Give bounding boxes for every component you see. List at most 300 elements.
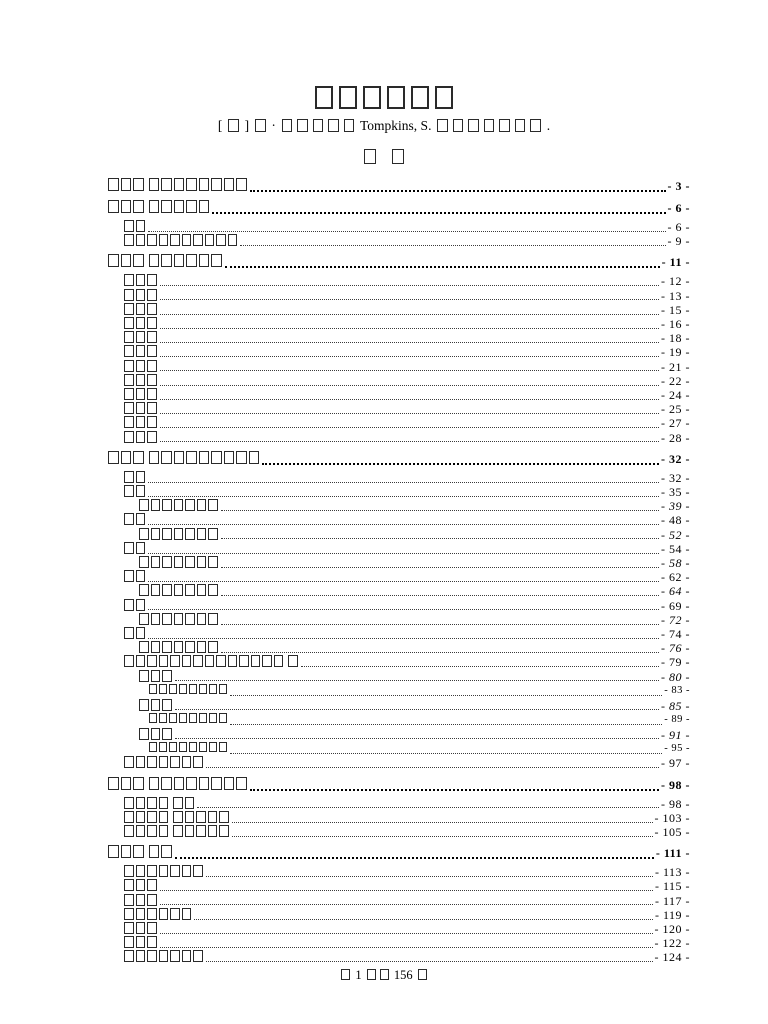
tofu-box xyxy=(124,303,134,315)
toc-page-number: - 3 - xyxy=(667,179,690,193)
tofu-box xyxy=(159,865,169,877)
tofu-box xyxy=(186,451,197,464)
tofu-box xyxy=(124,360,134,372)
toc-entry-label xyxy=(123,513,146,527)
tofu-box xyxy=(208,613,218,625)
tofu-box xyxy=(453,119,464,132)
dot-leader xyxy=(160,933,653,934)
toc-entry-label xyxy=(138,699,173,713)
toc-entry-label xyxy=(123,936,158,950)
tofu-box xyxy=(149,451,160,464)
tofu-box xyxy=(199,742,207,753)
tofu-box xyxy=(208,556,218,568)
tofu-box xyxy=(159,742,167,753)
dot-leader xyxy=(221,567,660,568)
toc-entry[interactable] xyxy=(107,641,690,655)
toc-entry[interactable] xyxy=(107,865,690,879)
toc-entry[interactable] xyxy=(107,178,690,194)
tofu-box xyxy=(186,200,197,213)
dot-leader xyxy=(160,413,660,414)
tofu-box xyxy=(147,331,157,343)
tofu-box xyxy=(224,451,235,464)
tofu-box xyxy=(124,599,134,611)
tofu-box xyxy=(170,950,180,962)
tofu-box xyxy=(147,894,157,906)
tofu-box xyxy=(124,570,134,582)
toc-page-number: - 12 - xyxy=(661,274,690,289)
tofu-box xyxy=(219,713,227,724)
tofu-box xyxy=(387,86,405,109)
toc-entry[interactable] xyxy=(107,950,690,964)
tofu-box xyxy=(147,825,157,837)
tofu-box xyxy=(179,684,187,695)
toc-entry[interactable] xyxy=(107,451,690,467)
tofu-box xyxy=(108,254,119,267)
tofu-box xyxy=(228,234,238,246)
tofu-box xyxy=(136,471,146,483)
tofu-box xyxy=(193,865,203,877)
dot-leader xyxy=(148,581,659,582)
tofu-box xyxy=(208,528,218,540)
tofu-box xyxy=(136,879,146,891)
tofu-box xyxy=(313,119,324,132)
tofu-box xyxy=(174,254,185,267)
tofu-box xyxy=(147,303,157,315)
dot-leader xyxy=(160,441,660,442)
tofu-box xyxy=(147,374,157,386)
dot-leader xyxy=(232,836,653,837)
toc-entry-label xyxy=(123,402,158,416)
toc-page-number: - 91 - xyxy=(661,727,690,742)
toc-page-number: - 76 - xyxy=(661,641,690,656)
tofu-box xyxy=(151,699,161,711)
dot-leader xyxy=(230,724,662,725)
toc-entry-label xyxy=(123,894,158,908)
dot-leader xyxy=(160,356,660,357)
tofu-box xyxy=(193,655,203,667)
tofu-box xyxy=(147,879,157,891)
toc-entry[interactable] xyxy=(107,728,690,742)
dot-leader xyxy=(212,212,666,214)
tofu-box xyxy=(124,388,134,400)
tofu-box xyxy=(170,908,180,920)
tofu-box xyxy=(124,289,134,301)
tofu-box xyxy=(162,584,172,596)
tofu-box xyxy=(211,451,222,464)
tofu-box xyxy=(151,728,161,740)
toc-entry-label xyxy=(123,599,146,613)
toc-entry[interactable] xyxy=(107,303,690,317)
tofu-box xyxy=(136,331,146,343)
dot-leader xyxy=(175,709,660,710)
tofu-box xyxy=(133,254,144,267)
toc-entry[interactable] xyxy=(107,345,690,359)
tofu-box xyxy=(136,220,146,232)
toc-entry[interactable] xyxy=(107,360,690,374)
tofu-box xyxy=(499,119,510,132)
tofu-box xyxy=(437,119,448,132)
tofu-box xyxy=(149,254,160,267)
tofu-box xyxy=(136,303,146,315)
tofu-box xyxy=(208,811,218,823)
tofu-box xyxy=(339,86,357,109)
toc-entry[interactable] xyxy=(107,699,690,713)
tofu-box xyxy=(151,584,161,596)
toc-entry-label xyxy=(148,713,228,728)
tofu-box xyxy=(159,825,169,837)
toc-page-number: - 122 - xyxy=(654,936,690,951)
tofu-box xyxy=(341,969,350,981)
document-title xyxy=(0,86,768,112)
tofu-box xyxy=(136,234,146,246)
tofu-box xyxy=(121,200,132,213)
toc-entry[interactable] xyxy=(107,528,690,542)
tofu-box xyxy=(136,599,146,611)
tofu-box xyxy=(530,119,541,132)
tofu-box xyxy=(136,402,146,414)
dot-leader xyxy=(160,890,653,891)
toc-entry-label xyxy=(123,950,204,964)
toc-entry-label xyxy=(123,303,158,317)
tofu-box xyxy=(149,684,157,695)
tofu-box xyxy=(173,797,183,809)
document-author-line: [ ] · Tompkins, S. . xyxy=(217,118,551,133)
toc-page-number: - 95 - xyxy=(664,743,690,755)
dot-leader xyxy=(148,482,659,483)
toc-page-number: - 32 - xyxy=(661,470,690,485)
dot-leader xyxy=(160,370,660,371)
tofu-box xyxy=(147,756,157,768)
dot-leader xyxy=(175,738,660,739)
toc-entry-label xyxy=(138,528,219,542)
toc-entry-label xyxy=(123,825,230,839)
tofu-box xyxy=(182,950,192,962)
tofu-box xyxy=(121,845,132,858)
dot-leader xyxy=(221,538,660,539)
tofu-box xyxy=(344,119,355,132)
tofu-box xyxy=(139,699,149,711)
toc-page-number: - 39 - xyxy=(661,499,690,514)
tofu-box xyxy=(124,865,134,877)
tofu-box xyxy=(185,641,195,653)
toc-page-number: - 54 - xyxy=(661,541,690,556)
tofu-box xyxy=(124,542,134,554)
toc-entry-label xyxy=(123,345,158,359)
tofu-box xyxy=(149,777,160,790)
toc-entry-label xyxy=(148,684,228,699)
toc-page-number: - 19 - xyxy=(661,345,690,360)
tofu-box xyxy=(219,742,227,753)
tofu-box xyxy=(108,200,119,213)
tofu-box xyxy=(147,922,157,934)
toc-entry[interactable] xyxy=(107,825,690,839)
tofu-box xyxy=(169,684,177,695)
tofu-box xyxy=(124,908,134,920)
tofu-box xyxy=(162,499,172,511)
dot-leader xyxy=(160,285,660,286)
tofu-box xyxy=(136,360,146,372)
tofu-box xyxy=(124,220,134,232)
dot-leader xyxy=(221,652,660,653)
dot-leader xyxy=(206,876,653,877)
tofu-box xyxy=(147,388,157,400)
toc-entry-label xyxy=(123,570,146,584)
tofu-box xyxy=(199,200,210,213)
tofu-box xyxy=(151,528,161,540)
toc-page-number: - 24 - xyxy=(661,388,690,403)
dot-leader xyxy=(148,524,659,525)
tofu-box xyxy=(161,254,172,267)
tofu-box xyxy=(136,345,146,357)
tofu-box xyxy=(216,234,226,246)
tofu-box xyxy=(255,119,266,132)
tofu-box xyxy=(161,451,172,464)
tofu-box xyxy=(219,825,229,837)
tofu-box xyxy=(219,811,229,823)
toc-entry-label xyxy=(138,584,219,598)
tofu-box xyxy=(468,119,479,132)
toc-entry[interactable] xyxy=(107,584,690,598)
tofu-box xyxy=(136,797,146,809)
tofu-box xyxy=(185,825,195,837)
toc-page-number: - 52 - xyxy=(661,527,690,542)
tofu-box xyxy=(124,345,134,357)
toc-page-number: - 64 - xyxy=(661,584,690,599)
toc-entry[interactable] xyxy=(107,220,690,234)
tofu-box xyxy=(124,374,134,386)
toc-entry[interactable] xyxy=(107,431,690,445)
tofu-box xyxy=(124,234,134,246)
toc-entry-label xyxy=(123,811,230,825)
toc-entry[interactable] xyxy=(107,684,690,699)
tofu-box xyxy=(197,499,207,511)
tofu-box xyxy=(147,797,157,809)
toc-entry-label xyxy=(123,388,158,402)
tofu-box xyxy=(251,655,261,667)
tofu-box xyxy=(124,274,134,286)
tofu-box xyxy=(136,825,146,837)
toc-page-number: - 58 - xyxy=(661,556,690,571)
tofu-box xyxy=(159,950,169,962)
tofu-box xyxy=(124,431,134,443)
tofu-box xyxy=(216,655,226,667)
toc-entry[interactable] xyxy=(107,254,690,270)
tofu-box xyxy=(209,713,217,724)
tofu-box xyxy=(161,845,172,858)
tofu-box xyxy=(121,451,132,464)
toc-page-number: - 74 - xyxy=(661,627,690,642)
tofu-box xyxy=(208,584,218,596)
tofu-box xyxy=(208,641,218,653)
tofu-box xyxy=(139,556,149,568)
tofu-box xyxy=(189,684,197,695)
dot-leader xyxy=(148,609,659,610)
tofu-box xyxy=(136,655,146,667)
toc-entry-label xyxy=(123,360,158,374)
tofu-box xyxy=(136,922,146,934)
tofu-box xyxy=(211,777,222,790)
toc-page-number: - 120 - xyxy=(654,922,690,937)
toc-entry-label xyxy=(123,879,158,893)
toc-page-number: - 119 - xyxy=(654,907,690,922)
tofu-box xyxy=(124,797,134,809)
tofu-box xyxy=(136,513,146,525)
toc-entry[interactable] xyxy=(107,936,690,950)
toc-entry[interactable] xyxy=(107,655,690,669)
toc-entry[interactable] xyxy=(107,374,690,388)
toc-page-number: - 117 - xyxy=(654,893,690,908)
tofu-box xyxy=(124,402,134,414)
toc-entry[interactable] xyxy=(107,416,690,430)
dot-leader xyxy=(206,961,653,962)
toc-entry[interactable] xyxy=(107,200,690,216)
tofu-box xyxy=(147,655,157,667)
tofu-box xyxy=(139,499,149,511)
tofu-box xyxy=(136,936,146,948)
toc-entry-label xyxy=(107,845,173,861)
tofu-box xyxy=(205,234,215,246)
tofu-box xyxy=(209,742,217,753)
toc-page-number: - 25 - xyxy=(661,402,690,417)
toc-entry-label xyxy=(123,234,238,248)
toc-entry-label xyxy=(148,742,228,757)
toc-entry[interactable] xyxy=(107,499,690,513)
tofu-box xyxy=(139,670,149,682)
dot-leader xyxy=(160,342,660,343)
tofu-box xyxy=(133,451,144,464)
toc-page-number: - 111 - xyxy=(655,846,690,861)
toc-entry[interactable] xyxy=(107,908,690,922)
tofu-box xyxy=(182,234,192,246)
toc-entry[interactable] xyxy=(107,811,690,825)
toc-entry[interactable] xyxy=(107,879,690,893)
tofu-box xyxy=(162,641,172,653)
tofu-box xyxy=(124,317,134,329)
toc-entry[interactable] xyxy=(107,331,690,345)
toc-entry-label xyxy=(107,254,223,270)
tofu-box xyxy=(121,254,132,267)
toc-page-number: - 105 - xyxy=(654,825,690,840)
toc-page-number: - 115 - xyxy=(654,879,690,894)
tofu-box xyxy=(236,451,247,464)
toc-page-number: - 98 - xyxy=(661,796,690,811)
tofu-box xyxy=(159,811,169,823)
toc-entry[interactable] xyxy=(107,894,690,908)
toc-entry[interactable] xyxy=(107,777,690,793)
toc-entry-label xyxy=(123,317,158,331)
tofu-box xyxy=(136,950,146,962)
tofu-box xyxy=(411,86,429,109)
dot-leader xyxy=(230,753,662,754)
toc-entry[interactable] xyxy=(107,317,690,331)
tofu-box xyxy=(170,756,180,768)
toc-entry[interactable] xyxy=(107,627,690,641)
document-header xyxy=(0,0,768,169)
tofu-box xyxy=(133,200,144,213)
toc-entry[interactable] xyxy=(107,556,690,570)
dot-leader xyxy=(160,314,660,315)
tofu-box xyxy=(193,234,203,246)
tofu-box xyxy=(136,388,146,400)
toc-page-number: - 13 - xyxy=(661,288,690,303)
toc-entry[interactable] xyxy=(107,713,690,728)
tofu-box xyxy=(189,713,197,724)
dot-leader xyxy=(232,822,653,823)
toc-page-number: - 89 - xyxy=(664,714,690,726)
tofu-box xyxy=(186,777,197,790)
toc-entry[interactable] xyxy=(107,670,690,684)
toc-entry[interactable] xyxy=(107,542,690,556)
tofu-box xyxy=(159,908,169,920)
toc-entry[interactable] xyxy=(107,599,690,613)
tofu-box xyxy=(151,641,161,653)
toc-entry[interactable] xyxy=(107,797,690,811)
toc-entry[interactable] xyxy=(107,234,690,248)
toc-entry[interactable] xyxy=(107,485,690,499)
tofu-box xyxy=(174,584,184,596)
tofu-box xyxy=(124,879,134,891)
tofu-box xyxy=(149,200,160,213)
toc-entry[interactable] xyxy=(107,845,690,861)
tofu-box xyxy=(124,825,134,837)
toc-entry-label xyxy=(123,797,195,811)
toc-entry[interactable] xyxy=(107,570,690,584)
tofu-box xyxy=(136,894,146,906)
toc-entry[interactable] xyxy=(107,613,690,627)
tofu-box xyxy=(147,289,157,301)
toc-entry[interactable] xyxy=(107,289,690,303)
tofu-box xyxy=(179,713,187,724)
toc-entry-label xyxy=(138,670,173,684)
dot-leader xyxy=(148,638,659,639)
toc-entry[interactable] xyxy=(107,274,690,288)
tofu-box xyxy=(211,254,222,267)
toc-entry[interactable] xyxy=(107,922,690,936)
toc-entry[interactable] xyxy=(107,471,690,485)
toc-entry[interactable] xyxy=(107,742,690,757)
tofu-box xyxy=(515,119,526,132)
toc-page-number: - 6 - xyxy=(667,220,690,234)
tofu-box xyxy=(169,742,177,753)
tofu-box xyxy=(162,670,172,682)
tofu-box xyxy=(124,331,134,343)
dot-leader xyxy=(197,807,659,808)
toc-entry-label xyxy=(138,499,219,513)
tofu-box xyxy=(136,374,146,386)
toc-entry[interactable] xyxy=(107,402,690,416)
tofu-box xyxy=(139,528,149,540)
toc-page-number: - 69 - xyxy=(661,598,690,613)
toc-heading xyxy=(0,149,768,169)
toc-entry[interactable] xyxy=(107,388,690,402)
tofu-box xyxy=(224,777,235,790)
toc-entry-label xyxy=(107,451,260,467)
tofu-box xyxy=(288,655,298,667)
tofu-box xyxy=(208,825,218,837)
toc-entry-label xyxy=(123,220,146,234)
tofu-box xyxy=(484,119,495,132)
toc-entry[interactable] xyxy=(107,513,690,527)
tofu-box xyxy=(169,713,177,724)
tofu-box xyxy=(147,936,157,948)
tofu-box xyxy=(161,178,172,191)
toc-entry-label xyxy=(107,178,248,194)
tofu-box xyxy=(418,969,427,981)
toc-entry[interactable] xyxy=(107,756,690,770)
tofu-box xyxy=(151,499,161,511)
toc-page-number: - 98 - xyxy=(661,777,690,792)
toc-page-number: - 35 - xyxy=(661,485,690,500)
